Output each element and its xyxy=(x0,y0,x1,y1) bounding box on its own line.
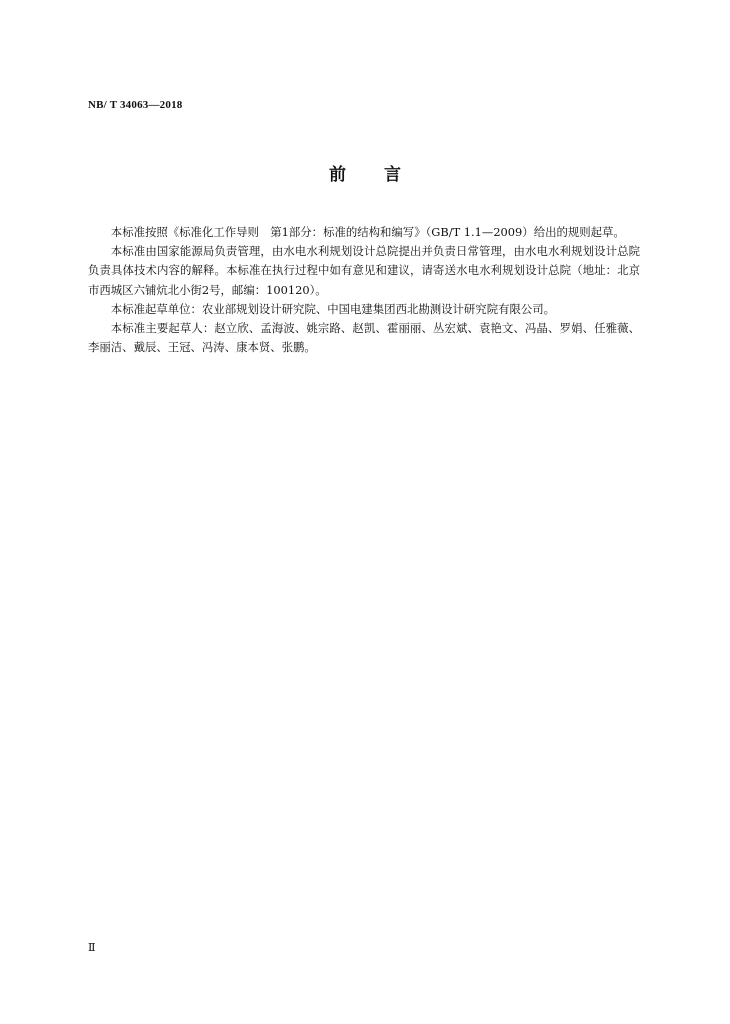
title-char-1: 前 xyxy=(329,165,346,185)
foreword-body xyxy=(88,223,640,357)
page-number: Ⅱ xyxy=(88,942,96,954)
page-title xyxy=(0,165,730,185)
standard-code: NB/ T 34063—2018 xyxy=(88,99,183,111)
paragraph-management: 本标准由国家能源局负责管理，由水电水利规划设计总院提出并负责日常管理，由水电水利规划设计总院负责具体技术内容的解释。本标准在执行过程中如有意见和建议，请寄送水电水利规划设计总院（地址：北京市西城区六铺炕北小街2号，邮编：100120）。 xyxy=(88,244,640,297)
paragraph-drafters: 本标准主要起草人：赵立欣、孟海波、姚宗路、赵凯、霍丽丽、丛宏斌、袁艳文、冯晶、罗娟、任雅薇、李丽洁、戴辰、王冠、冯涛、康本贤、张鹏。 xyxy=(88,321,640,355)
title-char-2: 言 xyxy=(384,165,401,185)
paragraph-drafting-rules: 本标准按照《标准化工作导则 第1部分：标准的结构和编写》（GB/T 1.1—2009）给出的规则起草。 xyxy=(110,225,625,239)
paragraph-drafting-units: 本标准起草单位：农业部规划设计研究院、中国电建集团西北勘测设计研究院有限公司。 xyxy=(110,301,556,316)
